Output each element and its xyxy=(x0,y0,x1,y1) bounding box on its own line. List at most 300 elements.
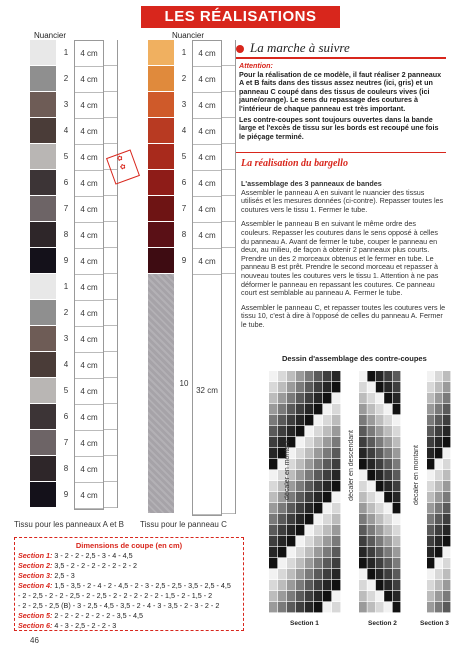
diagram-cell xyxy=(443,602,450,612)
diagram-cell xyxy=(367,536,375,546)
right-swatch-number: 7 xyxy=(181,204,187,213)
diagram-cell xyxy=(314,580,322,590)
right-swatch-cm: 4 cm xyxy=(193,249,221,275)
diagram-cell xyxy=(435,459,442,469)
right-swatch-number: 6 xyxy=(181,178,187,187)
diagram-cell xyxy=(367,547,375,557)
diagram-cell xyxy=(376,470,384,480)
diagram-cell xyxy=(435,437,442,447)
right-swatch-cm: 4 cm xyxy=(193,67,221,93)
diagram-cell xyxy=(323,525,331,535)
diagram-cell xyxy=(367,415,375,425)
diagram-cell xyxy=(305,569,313,579)
left-swatch-number: 1 xyxy=(63,48,69,57)
diagram-cell xyxy=(305,514,313,524)
diagram-cell xyxy=(359,569,367,579)
diagram-cell xyxy=(384,470,392,480)
diagram-cell xyxy=(269,580,277,590)
diagram-cell xyxy=(305,591,313,601)
right-swatch-number: 4 xyxy=(181,126,187,135)
diagram-cell xyxy=(305,525,313,535)
diagram-cell xyxy=(314,558,322,568)
diagram-cell xyxy=(367,437,375,447)
left-swatch xyxy=(30,326,56,352)
right-swatch xyxy=(148,170,174,196)
diagram-cell xyxy=(367,404,375,414)
diagram-cell xyxy=(296,525,304,535)
diagram-cell xyxy=(359,393,367,403)
diagram-cell xyxy=(359,536,367,546)
diagram-cell xyxy=(314,415,322,425)
diagram-cell xyxy=(376,525,384,535)
diagram-cell xyxy=(314,426,322,436)
left-tick xyxy=(104,66,117,92)
diagram-cell xyxy=(427,459,434,469)
diagram-cell xyxy=(314,404,322,414)
diagram-cell xyxy=(305,470,313,480)
diagram-cell xyxy=(278,382,286,392)
diagram-cell xyxy=(287,569,295,579)
diagram-cell xyxy=(287,536,295,546)
diagram-cell xyxy=(393,569,401,579)
diagram-cell xyxy=(384,459,392,469)
diagram-cell xyxy=(427,558,434,568)
left-swatch-cm: 4 cm xyxy=(75,119,103,145)
diagram-cell xyxy=(296,580,304,590)
right-swatch-cm: 4 cm xyxy=(193,145,221,171)
left-swatch xyxy=(30,274,56,300)
left-swatch-cm: 4 cm xyxy=(75,67,103,93)
diagram-cell xyxy=(278,558,286,568)
diagram-cell xyxy=(427,602,434,612)
left-swatch-cm: 4 cm xyxy=(75,431,103,457)
diagram-cell xyxy=(323,470,331,480)
diagram-cell xyxy=(435,470,442,480)
diagram-cell xyxy=(427,525,434,535)
diagram-cell xyxy=(367,481,375,491)
diagram-cell xyxy=(332,382,340,392)
diagram-cell xyxy=(376,481,384,491)
left-swatch xyxy=(30,222,56,248)
diagram-cell xyxy=(269,415,277,425)
right-tick xyxy=(222,118,235,144)
diagram-cell xyxy=(269,536,277,546)
left-swatch-number: 9 xyxy=(63,490,69,499)
left-swatch xyxy=(30,456,56,482)
left-swatch-number: 6 xyxy=(63,412,69,421)
diagram-cell xyxy=(323,393,331,403)
diagram-cell xyxy=(443,558,450,568)
dimension-section-label: Section 1: xyxy=(18,551,55,560)
diagram-cell xyxy=(443,547,450,557)
diagram-cell xyxy=(393,371,401,381)
left-swatch-number: 5 xyxy=(63,152,69,161)
diagram-cell xyxy=(269,492,277,502)
dimension-section-label: Section 2: xyxy=(18,561,55,570)
left-swatch xyxy=(30,196,56,222)
diagram-cell xyxy=(323,580,331,590)
diagram-cell xyxy=(427,371,434,381)
diagram-cell xyxy=(314,569,322,579)
diagram-cell xyxy=(443,580,450,590)
diagram-cell xyxy=(314,525,322,535)
dimension-line xyxy=(18,611,143,620)
diagram-cell xyxy=(305,393,313,403)
right-swatch-cm: 32 cm xyxy=(193,275,221,515)
diagram-cell xyxy=(359,382,367,392)
bargello-p2: Assembler le panneau B en suivant le même ordre des couleurs. Repasser les coutures dans le sens opposé à celles du panneau A. Avant de fermer le tube, couper le panneau en deux, au milieu, de façon à obtenir 2 panneaux plus courts. Prendre un des 2 morceaux obtenus et le fermer en tube. Le panneau B est prêt. Prendre le second morceau et repasser à nouveau toutes les coutures vers le tissu 1. Attention à ne pas déformer le panneau en repassant les coutures. Ce panneau court est semblable au panneau A. Fermer le tube. xyxy=(241,219,439,298)
diagram-cell xyxy=(287,580,295,590)
diagram-cell xyxy=(435,503,442,513)
left-swatch-cm: 4 cm xyxy=(75,41,103,67)
diagram-cell xyxy=(269,547,277,557)
diagram-cell xyxy=(314,437,322,447)
diagram-cell xyxy=(367,393,375,403)
left-tick xyxy=(104,248,117,274)
left-swatch-number: 8 xyxy=(63,230,69,239)
attention-box xyxy=(239,62,446,143)
diagram-cell xyxy=(287,404,295,414)
diagram-cell xyxy=(359,580,367,590)
diagram-cell xyxy=(296,569,304,579)
diagram-cell xyxy=(435,525,442,535)
diagram-cell xyxy=(278,591,286,601)
diagram-cell xyxy=(305,437,313,447)
diagram-cell xyxy=(384,591,392,601)
bargello-p3: Assembler le panneau C, et repasser toutes les coutures vers le tissu 10, c'est à dire à l'opposé de celles du panneau A. Fermer le tube. xyxy=(241,302,446,329)
left-tick-column xyxy=(104,40,118,508)
left-swatch-number: 7 xyxy=(63,204,69,213)
diagram-cell xyxy=(384,503,392,513)
left-tick xyxy=(104,300,117,326)
diagram-cell xyxy=(278,536,286,546)
diagram-cell xyxy=(435,448,442,458)
diagram-cell xyxy=(427,536,434,546)
left-swatch-number: 5 xyxy=(63,386,69,395)
left-swatch-cm: 4 cm xyxy=(75,405,103,431)
right-swatch xyxy=(148,196,174,222)
diagram-cell xyxy=(305,404,313,414)
left-swatch-number: 3 xyxy=(63,334,69,343)
diagram-cell xyxy=(323,569,331,579)
diagram-cell xyxy=(427,481,434,491)
diagram-cell xyxy=(435,514,442,524)
marche-title: La marche à suivre xyxy=(250,40,350,55)
diagram-cell xyxy=(296,382,304,392)
diagram-cell xyxy=(384,536,392,546)
diagram-cell xyxy=(269,470,277,480)
diagram-cell xyxy=(427,404,434,414)
dimension-section-label: Section 5: xyxy=(18,611,55,620)
diagram-cell xyxy=(323,503,331,513)
left-swatch-cm: 4 cm xyxy=(75,145,103,171)
diagram-cell xyxy=(435,426,442,436)
left-cm-column xyxy=(74,40,104,510)
right-swatch xyxy=(148,144,174,170)
diagram-cell xyxy=(287,525,295,535)
diagram-cell xyxy=(287,371,295,381)
left-swatch-number: 6 xyxy=(63,178,69,187)
diagram-cell xyxy=(427,514,434,524)
diagram-cell xyxy=(332,525,340,535)
right-tick xyxy=(222,66,235,92)
left-number-column xyxy=(60,40,72,508)
diagram-cell xyxy=(332,481,340,491)
left-swatch-number: 2 xyxy=(63,308,69,317)
diagram-cell xyxy=(269,437,277,447)
diagram-section-2: Section 2 xyxy=(368,620,397,627)
diagram-cell xyxy=(427,503,434,513)
diagram-cell xyxy=(384,382,392,392)
diagram-cell xyxy=(296,415,304,425)
diagram-cell xyxy=(296,492,304,502)
left-tick xyxy=(104,40,117,66)
diagram-cell xyxy=(332,448,340,458)
diagram-cell xyxy=(332,591,340,601)
dimension-line xyxy=(18,621,116,630)
diagram-cell xyxy=(314,514,322,524)
diagram-cell xyxy=(323,481,331,491)
diagram-cell xyxy=(305,371,313,381)
left-swatch xyxy=(30,404,56,430)
right-swatch-number: 1 xyxy=(181,48,187,57)
diagram-cell xyxy=(359,503,367,513)
diagram-cell xyxy=(443,404,450,414)
diagram-cell xyxy=(443,492,450,502)
diagram-cell xyxy=(269,371,277,381)
left-tick xyxy=(104,430,117,456)
diagram-cell xyxy=(305,459,313,469)
diagram-cell xyxy=(367,470,375,480)
diagram-cell xyxy=(323,404,331,414)
diagram-cell xyxy=(278,569,286,579)
diagram-cell xyxy=(287,547,295,557)
diagram-cell xyxy=(305,448,313,458)
diagram-cell xyxy=(393,437,401,447)
diagram-cell xyxy=(443,470,450,480)
right-number-column xyxy=(178,40,190,514)
diagram-cell xyxy=(278,580,286,590)
right-tick-column xyxy=(222,40,236,514)
diagram-cell xyxy=(443,503,450,513)
diagram-title: Dessin d'assemblage des contre-coupes xyxy=(282,354,427,363)
diagram-cell xyxy=(296,393,304,403)
diagram-cell xyxy=(359,492,367,502)
right-swatch-cm: 4 cm xyxy=(193,197,221,223)
diagram-cell xyxy=(269,426,277,436)
left-swatch-cm: 4 cm xyxy=(75,327,103,353)
diagram-cell xyxy=(332,470,340,480)
right-swatch xyxy=(148,248,174,274)
dimension-section-label: Section 4: xyxy=(18,581,55,590)
diagram-cell xyxy=(269,459,277,469)
left-swatch-number: 3 xyxy=(63,100,69,109)
diagram-cell xyxy=(359,514,367,524)
diagram-cell xyxy=(443,426,450,436)
diagram-cell xyxy=(305,492,313,502)
diagram-cell xyxy=(427,437,434,447)
dimension-line xyxy=(18,561,137,570)
diagram-cell xyxy=(359,470,367,480)
diagram-cell xyxy=(427,580,434,590)
left-swatch xyxy=(30,118,56,144)
right-cm-column xyxy=(192,40,222,516)
diagram-cell xyxy=(384,602,392,612)
left-swatch-cm: 4 cm xyxy=(75,275,103,301)
diagram-cell xyxy=(359,602,367,612)
diagram-cell xyxy=(305,415,313,425)
left-swatch-number: 9 xyxy=(63,256,69,265)
diagram-cell xyxy=(376,437,384,447)
diagram-cell xyxy=(359,371,367,381)
diagram-cell xyxy=(305,481,313,491)
left-swatch-number: 4 xyxy=(63,126,69,135)
right-swatch-number: 5 xyxy=(181,152,187,161)
diagram-cell xyxy=(376,569,384,579)
diagram-cell xyxy=(323,415,331,425)
diagram-cell xyxy=(367,569,375,579)
diagram-cell xyxy=(427,569,434,579)
diagram-cell xyxy=(287,382,295,392)
diagram-cell xyxy=(393,481,401,491)
diagram-cell xyxy=(384,492,392,502)
right-swatch-cm: 4 cm xyxy=(193,171,221,197)
left-swatch-number: 7 xyxy=(63,438,69,447)
attention-p1: Pour la réalisation de ce modèle, il faut réaliser 2 panneaux A et B faits dans des tissus assez neutres (ici, gris) et un panneau C coupé dans des tissus de couleurs vives (ici jaune/orange). Le sens du repassage des coutures à l'intérieur de chaque panneau est très important. xyxy=(239,69,442,113)
diagram-cell xyxy=(427,547,434,557)
right-swatch-number: 10 xyxy=(179,379,189,388)
bargello-p1: Assembler le panneau A en suivant le nuancier des tissus utilisés et les mesures données (ci-contre). Repasser toutes les coutures vers le tissu 1. Fermer le tube. xyxy=(241,187,444,214)
left-tick xyxy=(104,274,117,300)
dimension-values: - 2 - 2,5 - 2,5 (B) - 3 - 2,5 - 4,5 - 3,5 - 2 - 4 - 3 - 3,5 - 2 - 3 - 2 - 2 xyxy=(18,601,220,610)
diagram-cell xyxy=(287,514,295,524)
dimension-values: 2 - 2 - 2 - 2 - 2 - 2 - 3,5 - 4,5 xyxy=(54,611,144,620)
dimension-section-label: Section 3: xyxy=(18,571,55,580)
diagram-cell xyxy=(367,459,375,469)
dimension-values: 4 - 3 - 2,5 - 2 - 2 - 3 xyxy=(54,621,117,630)
diagram-cell xyxy=(314,481,322,491)
diagram-cell xyxy=(278,514,286,524)
right-tick xyxy=(222,222,235,248)
dimension-values: 1,5 - 3,5 - 2 - 4 - 2 - 4,5 - 2 - 3 - 2,5 - 2,5 - 3,5 - 2,5 - 4,5 xyxy=(54,581,231,590)
diagram-cell xyxy=(393,415,401,425)
right-tick xyxy=(222,144,235,170)
diagram-cell xyxy=(384,580,392,590)
left-tick xyxy=(104,378,117,404)
marche-heading xyxy=(236,40,350,56)
diagram-cell xyxy=(332,514,340,524)
diagram-cell xyxy=(269,448,277,458)
diagram-cell xyxy=(393,503,401,513)
diagram-cell xyxy=(359,404,367,414)
diagram-cell xyxy=(384,569,392,579)
diagram-cell xyxy=(384,404,392,414)
diagram-cell xyxy=(384,514,392,524)
diagram-cell xyxy=(332,492,340,502)
diagram-cell xyxy=(278,393,286,403)
diagram-cell xyxy=(359,591,367,601)
left-swatch-cm: 4 cm xyxy=(75,457,103,483)
diagram-cell xyxy=(332,426,340,436)
diagram-cell xyxy=(443,459,450,469)
diagram-cell xyxy=(296,503,304,513)
left-swatch xyxy=(30,300,56,326)
right-swatch-number: 9 xyxy=(181,256,187,265)
diagram-cell xyxy=(376,591,384,601)
diagram-cell xyxy=(367,382,375,392)
diagram-cell xyxy=(427,382,434,392)
diagram-cell xyxy=(287,602,295,612)
diagram-cell xyxy=(443,569,450,579)
diagram-cell xyxy=(393,558,401,568)
diagram-cell xyxy=(314,536,322,546)
diagram-cell xyxy=(305,382,313,392)
diagram-cell xyxy=(332,404,340,414)
right-swatch-cm: 4 cm xyxy=(193,93,221,119)
right-tick xyxy=(222,274,235,514)
diagram-cell xyxy=(278,602,286,612)
diagram-cell xyxy=(367,371,375,381)
diagram-cell xyxy=(367,558,375,568)
diagram-cell xyxy=(435,492,442,502)
diagram-cell xyxy=(359,437,367,447)
diagram-cell xyxy=(332,558,340,568)
nuancier-label-left: Nuancier xyxy=(34,31,67,40)
diagram-cell xyxy=(269,514,277,524)
diagram-cell xyxy=(393,492,401,502)
diagram-cell xyxy=(443,393,450,403)
left-tick xyxy=(104,326,117,352)
left-tick xyxy=(104,456,117,482)
diagram-cell xyxy=(323,558,331,568)
left-swatch xyxy=(30,248,56,274)
left-swatch-number: 1 xyxy=(63,282,69,291)
diagram-cell xyxy=(384,415,392,425)
bargello-subtitle: L'assemblage des 3 panneaux de bandes xyxy=(241,179,382,188)
stamp-logo: ✿ ✿ xyxy=(106,149,140,184)
bargello-title: La réalisation du bargello xyxy=(241,158,348,169)
diagram-cell xyxy=(427,415,434,425)
diagram-cell xyxy=(278,503,286,513)
left-tick xyxy=(104,352,117,378)
diagram-cell xyxy=(384,426,392,436)
right-swatch-cm: 4 cm xyxy=(193,41,221,67)
diagram-cell xyxy=(332,569,340,579)
diagram-cell xyxy=(427,591,434,601)
diagram-cell xyxy=(287,591,295,601)
diagram-cell xyxy=(296,470,304,480)
diagram-cell xyxy=(435,371,442,381)
diagram-cell xyxy=(359,481,367,491)
dimension-line xyxy=(18,601,219,610)
diagram-cell xyxy=(384,525,392,535)
dimensions-title: Dimensions de coupe (en cm) xyxy=(75,541,183,550)
left-tick xyxy=(104,196,117,222)
diagram-label-2: décaler en descendant xyxy=(348,430,355,501)
diagram-cell xyxy=(376,503,384,513)
diagram-cell xyxy=(435,558,442,568)
diagram-cell xyxy=(443,437,450,447)
diagram-cell xyxy=(443,525,450,535)
diagram-cell xyxy=(296,558,304,568)
page-header: LES RÉALISATIONS xyxy=(141,6,340,28)
left-swatch xyxy=(30,92,56,118)
diagram-cell xyxy=(296,547,304,557)
diagram-cell xyxy=(305,426,313,436)
left-swatch-cm: 4 cm xyxy=(75,93,103,119)
diagram-cell xyxy=(296,404,304,414)
diagram-cell xyxy=(332,371,340,381)
